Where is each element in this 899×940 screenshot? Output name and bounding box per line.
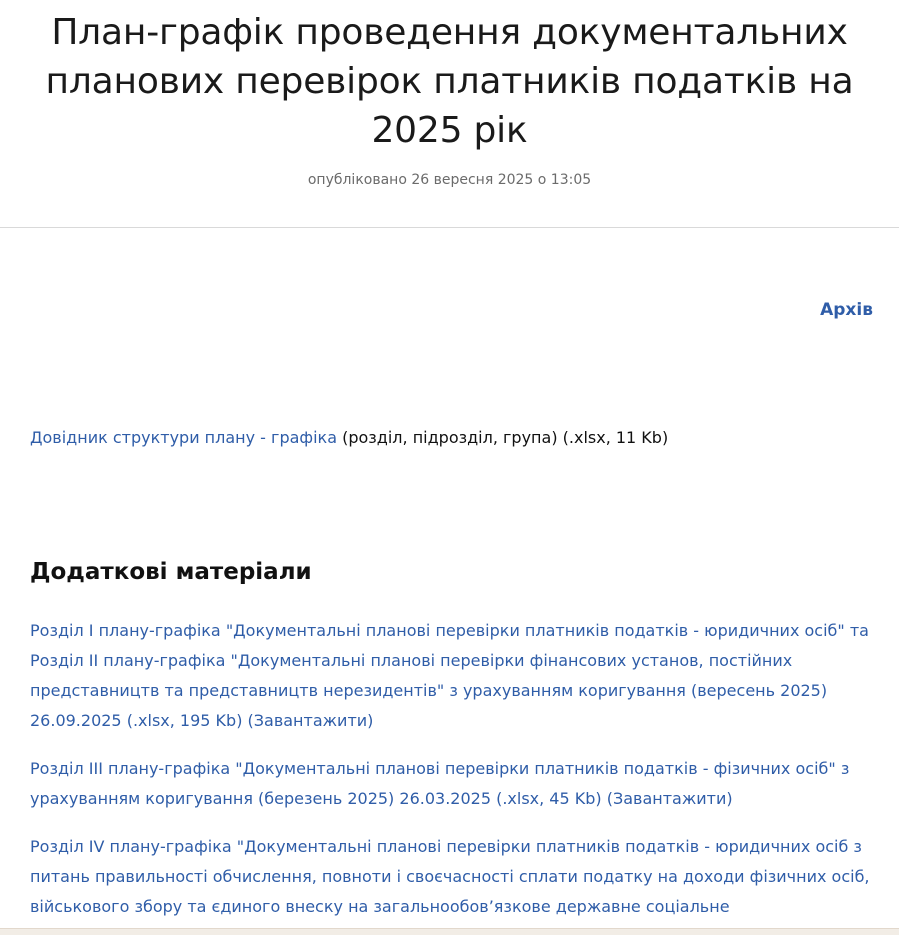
additional-materials-heading: Додаткові матеріали: [30, 559, 312, 585]
published-date: опубліковано 26 вересня 2025 о 13:05: [307, 172, 592, 188]
structure-reference-details: (розділ, підрозділ, група) (.xlsx, 11 Kb): [337, 428, 669, 447]
structure-reference-link[interactable]: Довідник структури плану - графіка: [30, 428, 337, 447]
list-item: [30, 832, 880, 922]
structure-reference: [30, 428, 668, 447]
list-item: [30, 754, 880, 814]
material-link[interactable]: Розділ І плану-графіка "Документальні планові перевірки платників податків - юридичних осіб" та Розділ ІІ плану-графіка "Документальні планові перевірки фінансових установ, постійних представництв та представництв нерезидентів" з урахуванням коригування (вересень 2025) 26.09.2025 (.xlsx, 195 Kb) (Завантажити): [30, 621, 869, 730]
list-item: [30, 616, 880, 736]
material-link[interactable]: Розділ ІІІ плану-графіка "Документальні планові перевірки платників податків - фізичних осіб" з урахуванням коригування (березень 2025) 26.03.2025 (.xlsx, 45 Kb) (Завантажити): [30, 759, 850, 808]
page-header: [0, 0, 899, 228]
archive-link[interactable]: Архів: [820, 300, 873, 320]
material-link[interactable]: Розділ IV плану-графіка "Документальні планові перевірки платників податків - юридичних осіб з питань правильності обчислення, повноти і своєчасності сплати податку на доходи фізичних осіб, військового збору та єдиного внеску на загальнообов’язкове державне соціальне: [30, 837, 870, 916]
page-title: План-графік проведення документальних планових перевірок платників податків на 2025 рік: [45, 12, 854, 151]
additional-materials-list: [30, 616, 880, 940]
